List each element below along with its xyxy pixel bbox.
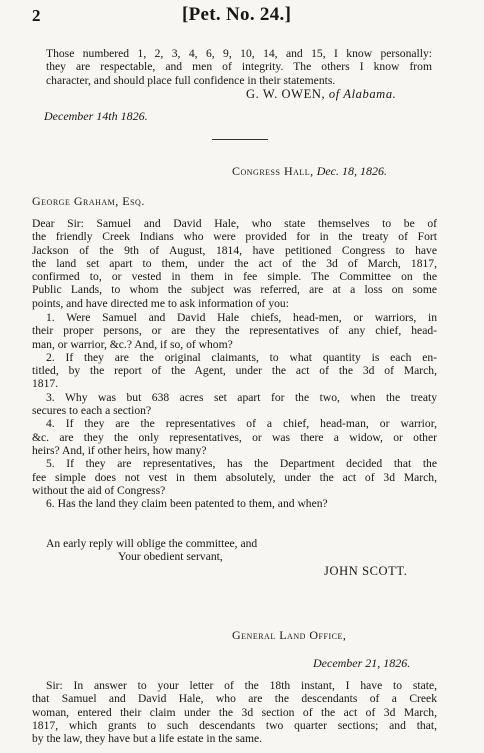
intro-line: the friendly Creek Indians who were provided for in the treaty of Fort (32, 230, 437, 244)
petition-number: [Pet. No. 24.] (182, 4, 292, 25)
intro-line: confirmed to, or vested in them in fee simple. The Committee on the (32, 270, 437, 284)
question-line: 3. Why was but 638 acres set apart for the two, when the treaty (46, 390, 437, 404)
scott-signature: JOHN SCOTT. (324, 564, 408, 578)
question-line: 5. If they are representatives, has the Department decided that the (46, 457, 437, 471)
scott-place: Congress Hall, (232, 164, 314, 178)
scott-dateline (232, 164, 387, 179)
closing-line: An early reply will oblige the committee, and (46, 537, 258, 550)
question-line: secures to each a section? (32, 404, 152, 418)
question-line: heirs? And, if other heirs, how many? (32, 443, 207, 457)
scott-date: Dec. 18, 1826. (316, 164, 388, 178)
question-line: 2. If they are the original claimants, to what quantity is each en- (46, 350, 437, 364)
page-number: 2 (32, 6, 41, 25)
section-divider (212, 139, 268, 140)
question-line: their proper persons, or are they the representatives of any chief, head- (32, 324, 437, 338)
question-line: without the aid of Congress? (32, 483, 166, 497)
land-office-line: by the law, they have but a life estate in the same. (32, 732, 263, 746)
owen-note (46, 47, 432, 87)
question-line: 6. Has the land they claim been patented to them, and when? (46, 497, 328, 511)
intro-line: points, and have directed me to ask information of you: (32, 296, 289, 310)
intro-line: the land set apart to them, under the act of the 3d of March, 1817, (32, 256, 437, 270)
scott-questions (32, 311, 437, 510)
owen-signature-place: of Alabama. (328, 87, 397, 101)
owen-line: character, and should place full confidence in their statements. (46, 73, 336, 87)
owen-line: Those numbered 1, 2, 3, 4, 6, 9, 10, 14, and 15, I know personally: (46, 47, 432, 60)
land-office-line: woman, entered their claim under the 3d section of the act of 3d March, (32, 705, 437, 719)
question-line: man, or warrior, &c.? And, if so, of whom? (32, 337, 233, 351)
owen-signature-name: G. W. OWEN, (246, 87, 326, 101)
scott-intro (32, 217, 437, 310)
scott-closing (32, 537, 437, 564)
intro-line: Jackson of the 9th of August, 1814, have petitioned Congress to have (32, 243, 437, 257)
land-office-place: General Land Office, (232, 628, 347, 642)
question-line: 4. If they are the representatives of a chief, head-man, or warrior, (46, 417, 437, 431)
question-line: titled, by the report of the Agent, under the act of the 3d of March, (32, 364, 437, 378)
land-office-line: that Samuel and David Hale, who are the descendants of a Creek (32, 692, 437, 706)
owen-signature (246, 87, 396, 102)
land-office-line: Sir: In answer to your letter of the 18th instant, I have to state, (46, 679, 437, 692)
land-office-body (32, 679, 437, 745)
question-line: 1. Were Samuel and David Hale chiefs, head-men, or warriors, in (46, 311, 437, 324)
question-line: fee simple does not vest in them absolutely, under the act of 3d March, (32, 470, 437, 484)
addressee: George Graham, Esq. (32, 194, 145, 208)
intro-line: Dear Sir: Samuel and David Hale, who state themselves to be of (32, 217, 437, 230)
land-office-line: 1817, which grants to such descendants two quarter sections; and that, (32, 718, 437, 732)
owen-line: they are respectable, and men of integrity. The others I know from (46, 60, 432, 74)
intro-line: Public Lands, to whom the subject was referred, are at a loss on some (32, 283, 437, 297)
question-line: 1817. (32, 377, 59, 391)
closing-line: Your obedient servant, (118, 550, 223, 564)
question-line: &c. are they the only representatives, or was there a widow, or other (32, 430, 437, 444)
land-office-date: December 21, 1826. (313, 656, 411, 670)
owen-date: December 14th 1826. (44, 109, 148, 123)
